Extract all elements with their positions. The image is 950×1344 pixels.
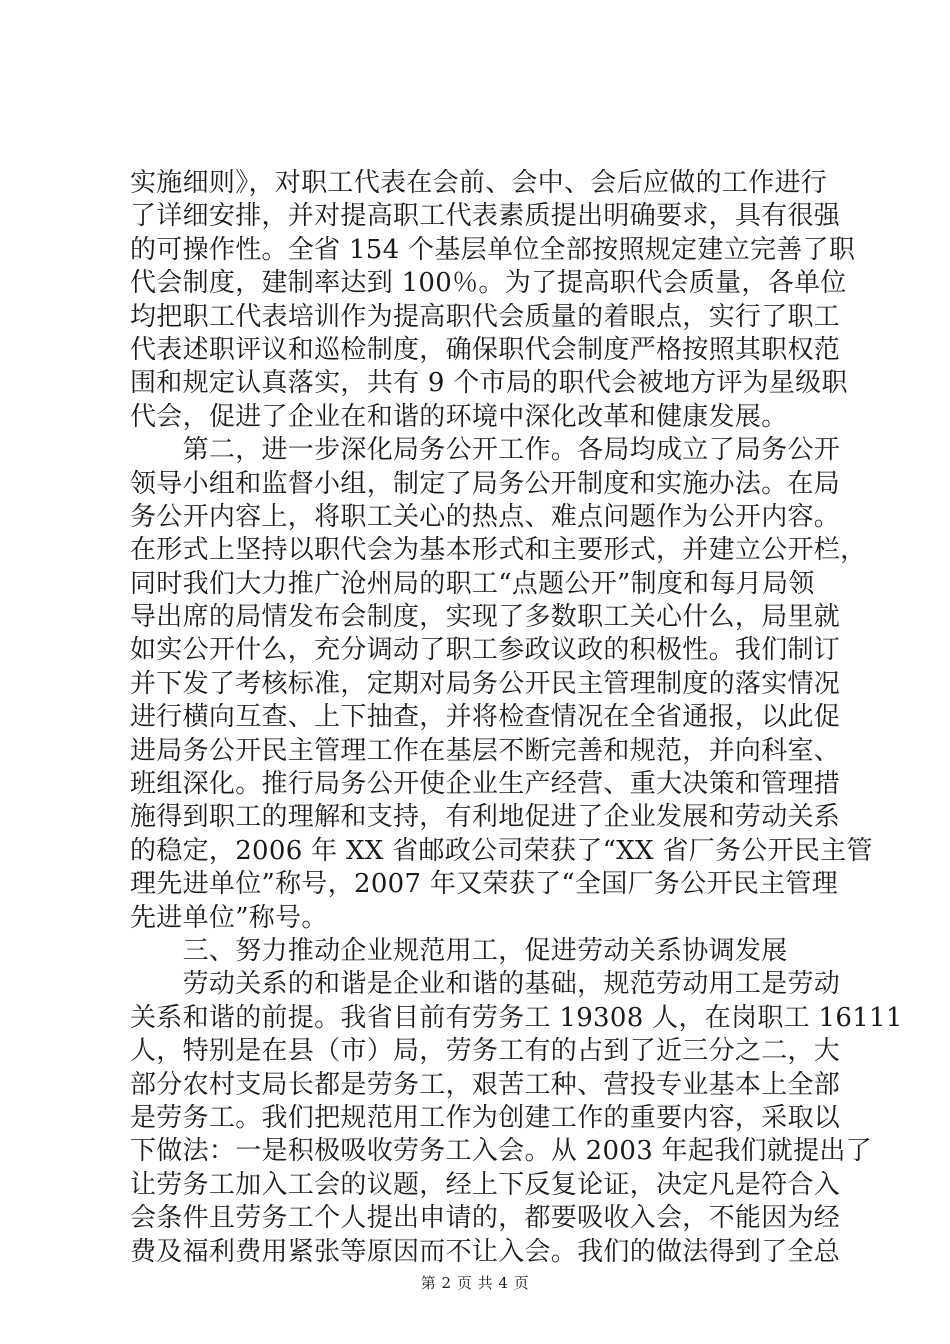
text-line: 如实公开什么，充分调动了职工参政议政的积极性。我们制订 xyxy=(130,635,841,666)
text-line: 均把职工代表培训作为提高职代会质量的着眼点，实行了职工 xyxy=(130,301,841,332)
text-line: 并下发了考核标准，定期对局务公开民主管理制度的落实情况 xyxy=(130,668,841,699)
text-line: 代表述职评议和巡检制度，确保职代会制度严格按照其职权范 xyxy=(130,334,841,365)
text-line: 施得到职工的理解和支持，有利地促进了企业发展和劳动关系 xyxy=(130,802,841,833)
text-line: 关系和谐的前提。我省目前有劳务工 19308 人，在岗职工 16111 xyxy=(130,1002,903,1033)
body-text xyxy=(130,167,903,1269)
section-heading: 三、努力推动企业规范用工，促进劳动关系协调发展 xyxy=(130,935,788,966)
text-line: 第二，进一步深化局务公开工作。各局均成立了局务公开 xyxy=(130,435,841,466)
text-line: 导出席的局情发布会制度，实现了多数职工关心什么，局里就 xyxy=(130,602,841,633)
text-line: 的稳定，2006 年 XX 省邮政公司荣获了“XX 省厂务公开民主管 xyxy=(130,835,873,866)
page-number-footer: 第 2 页 共 4 页 xyxy=(420,1274,530,1292)
text-line: 同时我们大力推广沧州局的职工“点题公开”制度和每月局领 xyxy=(130,568,815,599)
text-line: 班组深化。推行局务公开使企业生产经营、重大决策和管理措 xyxy=(130,769,841,800)
text-line: 了详细安排，并对提高职工代表素质提出明确要求，具有很强 xyxy=(130,201,841,232)
text-line: 进局务公开民主管理工作在基层不断完善和规范，并向科室、 xyxy=(130,735,841,766)
text-line: 会条件且劳务工个人提出申请的，都要吸收入会，不能因为经 xyxy=(130,1203,841,1234)
text-line: 领导小组和监督小组，制定了局务公开制度和实施办法。在局 xyxy=(130,468,841,499)
text-line: 费及福利费用紧张等原因而不让入会。我们的做法得到了全总 xyxy=(130,1236,841,1267)
text-line: 务公开内容上，将职工关心的热点、难点问题作为公开内容。 xyxy=(130,501,841,532)
text-line: 的可操作性。全省 154 个基层单位全部按照规定建立完善了职 xyxy=(130,234,856,265)
text-line: 代会，促进了企业在和谐的环境中深化改革和健康发展。 xyxy=(130,401,788,432)
text-line: 先进单位”称号。 xyxy=(130,902,328,933)
text-line: 部分农村支局长都是劳务工，艰苦工种、营投专业基本上全部 xyxy=(130,1069,841,1100)
text-line: 是劳务工。我们把规范用工作为创建工作的重要内容，采取以 xyxy=(130,1102,841,1133)
text-line: 人，特别是在县（市）局，劳务工有的占到了近三分之二，大 xyxy=(130,1036,841,1067)
text-line: 进行横向互查、上下抽查，并将检查情况在全省通报，以此促 xyxy=(130,702,841,733)
text-line: 劳动关系的和谐是企业和谐的基础，规范劳动用工是劳动 xyxy=(130,969,841,1000)
text-line: 理先进单位”称号，2007 年又荣获了“全国厂务公开民主管理 xyxy=(130,869,839,900)
text-line: 代会制度，建制率达到 100％。为了提高职代会质量，各单位 xyxy=(130,268,847,299)
text-line: 围和规定认真落实，共有 9 个市局的职代会被地方评为星级职 xyxy=(130,368,848,399)
text-line: 让劳务工加入工会的议题，经上下反复论证，决定凡是符合入 xyxy=(130,1169,841,1200)
text-line: 在形式上坚持以职代会为基本形式和主要形式，并建立公开栏， xyxy=(130,535,867,566)
text-line: 下做法：一是积极吸收劳务工入会。从 2003 年起我们就提出了 xyxy=(130,1136,872,1167)
text-line: 实施细则》，对职工代表在会前、会中、会后应做的工作进行 xyxy=(130,168,828,198)
